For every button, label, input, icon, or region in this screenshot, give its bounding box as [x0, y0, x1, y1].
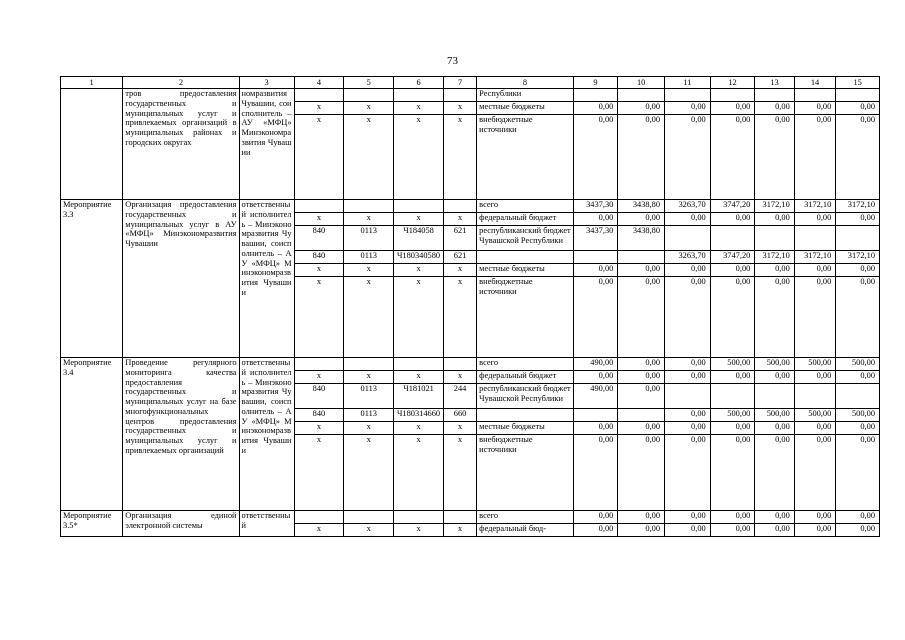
empty-cell: [394, 89, 444, 102]
empty-cell: [665, 89, 711, 102]
header-row: [61, 77, 880, 89]
value-cell: 0,00: [573, 102, 618, 115]
code-cell: Ч181021: [394, 384, 444, 409]
x-cell: х: [344, 115, 394, 200]
empty-cell: [618, 89, 665, 102]
code-cell: [344, 358, 394, 371]
value-cell: 0,00: [665, 213, 711, 226]
code-cell: х: [394, 435, 444, 511]
value-cell: 0,00: [618, 524, 665, 537]
value-cell: 0,00: [836, 115, 880, 200]
value-cell: 0,00: [573, 371, 618, 384]
value-cell: 0,00: [618, 435, 665, 511]
funding-source-cell: [477, 409, 574, 422]
code-cell: х: [294, 422, 344, 435]
event-cell: Мероприятие 3.5*: [61, 511, 123, 537]
value-cell: 3438,80: [618, 226, 665, 251]
value-cell: 0,00: [836, 524, 880, 537]
funding-source-cell: республиканский бюджет Чувашской Республики: [477, 384, 574, 409]
table-row: [61, 89, 880, 102]
value-cell: 0,00: [836, 102, 880, 115]
code-cell: 621: [443, 226, 476, 251]
x-cell: х: [394, 115, 444, 200]
event-cell: Мероприятие 3.4: [61, 358, 123, 511]
code-cell: [394, 511, 444, 524]
funding-source-cell: всего: [477, 511, 574, 524]
code-cell: [294, 358, 344, 371]
value-cell: 0,00: [836, 511, 880, 524]
funding-source-cell: внебюджетные источники: [477, 277, 574, 358]
code-cell: х: [443, 277, 476, 358]
value-cell: 0,00: [755, 277, 794, 358]
page-number: 73: [447, 55, 458, 67]
value-cell: 0,00: [836, 213, 880, 226]
value-cell: 0,00: [755, 115, 794, 200]
code-cell: х: [443, 435, 476, 511]
value-cell: 3263,70: [665, 251, 711, 264]
value-cell: 0,00: [573, 213, 618, 226]
value-cell: [665, 226, 711, 251]
value-cell: 500,00: [755, 409, 794, 422]
value-cell: 3747,20: [710, 251, 755, 264]
code-cell: х: [394, 524, 444, 537]
value-cell: 0,00: [618, 422, 665, 435]
code-cell: х: [394, 264, 444, 277]
empty-cell: [573, 89, 618, 102]
value-cell: 0,00: [665, 409, 711, 422]
value-cell: [755, 226, 794, 251]
value-cell: 0,00: [665, 511, 711, 524]
x-cell: х: [394, 102, 444, 115]
value-cell: 3172,10: [755, 200, 794, 213]
value-cell: [710, 226, 755, 251]
funding-source-cell: местные бюджеты: [477, 102, 574, 115]
value-cell: [836, 384, 880, 409]
value-cell: 3438,80: [618, 200, 665, 213]
code-cell: х: [443, 371, 476, 384]
value-cell: 500,00: [794, 409, 836, 422]
value-cell: 0,00: [665, 115, 711, 200]
code-cell: х: [344, 422, 394, 435]
code-cell: х: [294, 213, 344, 226]
value-cell: 0,00: [618, 371, 665, 384]
value-cell: 0,00: [794, 371, 836, 384]
code-cell: [294, 200, 344, 213]
value-cell: 0,00: [710, 371, 755, 384]
header-cell: 5: [344, 77, 394, 89]
value-cell: 0,00: [755, 213, 794, 226]
value-cell: [573, 251, 618, 264]
code-cell: х: [344, 264, 394, 277]
value-cell: [836, 226, 880, 251]
executor-cell: номразвития Чувашии, соисполнитель – АУ «МФЦ» Минэкономразвития Чувашии: [239, 89, 294, 200]
code-cell: х: [294, 264, 344, 277]
code-cell: х: [394, 213, 444, 226]
value-cell: 0,00: [836, 277, 880, 358]
code-cell: Ч184058: [394, 226, 444, 251]
value-cell: 3263,70: [665, 200, 711, 213]
value-cell: 0,00: [755, 435, 794, 511]
value-cell: 0,00: [665, 277, 711, 358]
value-cell: 3437,30: [573, 200, 618, 213]
event-cell: Мероприятие 3.3: [61, 200, 123, 358]
header-cell: 7: [443, 77, 476, 89]
value-cell: 0,00: [665, 358, 711, 371]
value-cell: 0,00: [618, 384, 665, 409]
value-cell: 0,00: [794, 277, 836, 358]
code-cell: х: [294, 371, 344, 384]
value-cell: 500,00: [710, 409, 755, 422]
value-cell: 0,00: [618, 264, 665, 277]
value-cell: [573, 409, 618, 422]
code-cell: х: [394, 422, 444, 435]
value-cell: 0,00: [665, 524, 711, 537]
code-cell: [394, 358, 444, 371]
code-cell: х: [294, 435, 344, 511]
code-cell: х: [294, 524, 344, 537]
value-cell: 0,00: [665, 435, 711, 511]
code-cell: 244: [443, 384, 476, 409]
empty-cell: [443, 89, 476, 102]
header-cell: 9: [573, 77, 618, 89]
code-cell: х: [443, 422, 476, 435]
value-cell: 0,00: [836, 264, 880, 277]
funding-source-cell: всего: [477, 358, 574, 371]
value-cell: 0,00: [710, 511, 755, 524]
code-cell: [443, 511, 476, 524]
funding-source-cell: федеральный бюджет: [477, 371, 574, 384]
value-cell: 0,00: [755, 511, 794, 524]
code-cell: х: [394, 371, 444, 384]
value-cell: 0,00: [794, 115, 836, 200]
code-cell: х: [443, 213, 476, 226]
value-cell: [794, 226, 836, 251]
empty-cell: [755, 89, 794, 102]
value-cell: 0,00: [573, 511, 618, 524]
value-cell: 0,00: [618, 213, 665, 226]
value-cell: 3172,10: [794, 251, 836, 264]
header-cell: 15: [836, 77, 880, 89]
x-cell: х: [294, 115, 344, 200]
header-cell: 10: [618, 77, 665, 89]
funding-source-cell: местные бюджеты: [477, 422, 574, 435]
header-cell: 14: [794, 77, 836, 89]
value-cell: 3172,10: [755, 251, 794, 264]
value-cell: 0,00: [794, 422, 836, 435]
value-cell: 0,00: [710, 264, 755, 277]
code-cell: 0113: [344, 226, 394, 251]
funding-source-cell: федеральный бюджет: [477, 213, 574, 226]
value-cell: 500,00: [710, 358, 755, 371]
value-cell: 490,00: [573, 358, 618, 371]
event-cell: [61, 89, 123, 200]
value-cell: 0,00: [710, 213, 755, 226]
description-cell: Организация предоставления государственных и муниципальных услуг в АУ «МФЦ» Минэкономразвития Чувашии: [123, 200, 239, 358]
value-cell: 0,00: [618, 277, 665, 358]
value-cell: 0,00: [573, 277, 618, 358]
value-cell: 0,00: [794, 102, 836, 115]
value-cell: [618, 251, 665, 264]
header-cell: 12: [710, 77, 755, 89]
code-cell: 0113: [344, 409, 394, 422]
funding-source-cell: всего: [477, 200, 574, 213]
value-cell: 0,00: [836, 371, 880, 384]
value-cell: 3172,10: [836, 200, 880, 213]
empty-cell: [836, 89, 880, 102]
value-cell: 0,00: [836, 422, 880, 435]
code-cell: 840: [294, 251, 344, 264]
empty-cell: [294, 89, 344, 102]
value-cell: 0,00: [710, 102, 755, 115]
value-cell: 3172,10: [836, 251, 880, 264]
code-cell: [294, 511, 344, 524]
value-cell: 500,00: [794, 358, 836, 371]
value-cell: 3747,20: [710, 200, 755, 213]
funding-source-cell: внебюджетные источники: [477, 115, 574, 200]
value-cell: 0,00: [573, 115, 618, 200]
code-cell: Ч180340580: [394, 251, 444, 264]
funding-source-cell: федеральный бюд-: [477, 524, 574, 537]
header-cell: 2: [123, 77, 239, 89]
value-cell: 0,00: [618, 511, 665, 524]
code-cell: [344, 511, 394, 524]
value-cell: 3437,30: [573, 226, 618, 251]
code-cell: х: [443, 264, 476, 277]
code-cell: х: [344, 277, 394, 358]
header-cell: 3: [239, 77, 294, 89]
value-cell: 0,00: [665, 264, 711, 277]
code-cell: [344, 200, 394, 213]
value-cell: 0,00: [794, 435, 836, 511]
code-cell: х: [344, 371, 394, 384]
value-cell: 0,00: [618, 102, 665, 115]
value-cell: 0,00: [573, 435, 618, 511]
value-cell: 0,00: [794, 511, 836, 524]
value-cell: 0,00: [618, 358, 665, 371]
code-cell: [394, 200, 444, 213]
table-row: [61, 358, 880, 371]
code-cell: х: [443, 524, 476, 537]
funding-source-cell: Республики: [477, 89, 574, 102]
executor-cell: ответственный исполнитель – Минэкономразвития Чувашии, соисполнитель – АУ «МФЦ» Минэкономразвития Чувашии: [239, 200, 294, 358]
code-cell: х: [294, 277, 344, 358]
value-cell: 0,00: [665, 371, 711, 384]
value-cell: 0,00: [755, 524, 794, 537]
value-cell: 0,00: [618, 115, 665, 200]
funding-source-cell: республиканский бюджет Чувашской Республики: [477, 226, 574, 251]
description-cell: Организация единой электронной системы: [123, 511, 239, 537]
value-cell: 0,00: [665, 102, 711, 115]
empty-cell: [794, 89, 836, 102]
header-cell: 11: [665, 77, 711, 89]
value-cell: 500,00: [836, 409, 880, 422]
value-cell: [710, 384, 755, 409]
header-cell: 8: [477, 77, 574, 89]
x-cell: х: [344, 102, 394, 115]
header-cell: 6: [394, 77, 444, 89]
value-cell: 0,00: [755, 422, 794, 435]
value-cell: [755, 384, 794, 409]
value-cell: 0,00: [794, 213, 836, 226]
code-cell: 660: [443, 409, 476, 422]
value-cell: 490,00: [573, 384, 618, 409]
value-cell: 0,00: [573, 524, 618, 537]
value-cell: 0,00: [794, 264, 836, 277]
x-cell: х: [294, 102, 344, 115]
value-cell: 0,00: [794, 524, 836, 537]
code-cell: [443, 200, 476, 213]
value-cell: 0,00: [573, 264, 618, 277]
description-cell: тров предоставления государственных и муниципальных услуг и привлекаемых организаций в муниципальных районах и городских округах: [123, 89, 239, 200]
table-body: [61, 77, 880, 537]
value-cell: 0,00: [710, 422, 755, 435]
value-cell: 0,00: [755, 264, 794, 277]
header-cell: 4: [294, 77, 344, 89]
value-cell: [665, 384, 711, 409]
value-cell: [794, 384, 836, 409]
value-cell: 0,00: [836, 435, 880, 511]
code-cell: х: [344, 213, 394, 226]
code-cell: х: [344, 435, 394, 511]
budget-table: [60, 76, 880, 537]
value-cell: 0,00: [755, 102, 794, 115]
table-row: [61, 511, 880, 524]
code-cell: Ч180314660: [394, 409, 444, 422]
code-cell: 0113: [344, 251, 394, 264]
value-cell: 0,00: [573, 422, 618, 435]
value-cell: 0,00: [710, 115, 755, 200]
code-cell: х: [394, 277, 444, 358]
code-cell: 621: [443, 251, 476, 264]
description-cell: Проведение регулярного мониторинга качества предоставления государственных и муниципальных услуг на базе многофункциональных центров предоставления государственных и муниципальных услуг и привлекаемых организаций: [123, 358, 239, 511]
code-cell: 840: [294, 384, 344, 409]
funding-source-cell: местные бюджеты: [477, 264, 574, 277]
value-cell: 0,00: [710, 277, 755, 358]
code-cell: 0113: [344, 384, 394, 409]
empty-cell: [710, 89, 755, 102]
value-cell: 3172,10: [794, 200, 836, 213]
funding-source-cell: [477, 251, 574, 264]
code-cell: 840: [294, 226, 344, 251]
value-cell: 0,00: [710, 524, 755, 537]
header-cell: 1: [61, 77, 123, 89]
value-cell: 500,00: [836, 358, 880, 371]
code-cell: х: [344, 524, 394, 537]
funding-source-cell: внебюджетные источники: [477, 435, 574, 511]
value-cell: 0,00: [710, 435, 755, 511]
value-cell: 500,00: [755, 358, 794, 371]
value-cell: 0,00: [755, 371, 794, 384]
x-cell: х: [443, 102, 476, 115]
executor-cell: ответственный: [239, 511, 294, 537]
value-cell: 0,00: [665, 422, 711, 435]
header-cell: 13: [755, 77, 794, 89]
value-cell: [618, 409, 665, 422]
code-cell: [443, 358, 476, 371]
table-row: [61, 200, 880, 213]
code-cell: 840: [294, 409, 344, 422]
empty-cell: [344, 89, 394, 102]
x-cell: х: [443, 115, 476, 200]
executor-cell: ответственный исполнитель – Минэкономразвития Чувашии, соисполнитель – АУ «МФЦ» Минэкономразвития Чувашии: [239, 358, 294, 511]
